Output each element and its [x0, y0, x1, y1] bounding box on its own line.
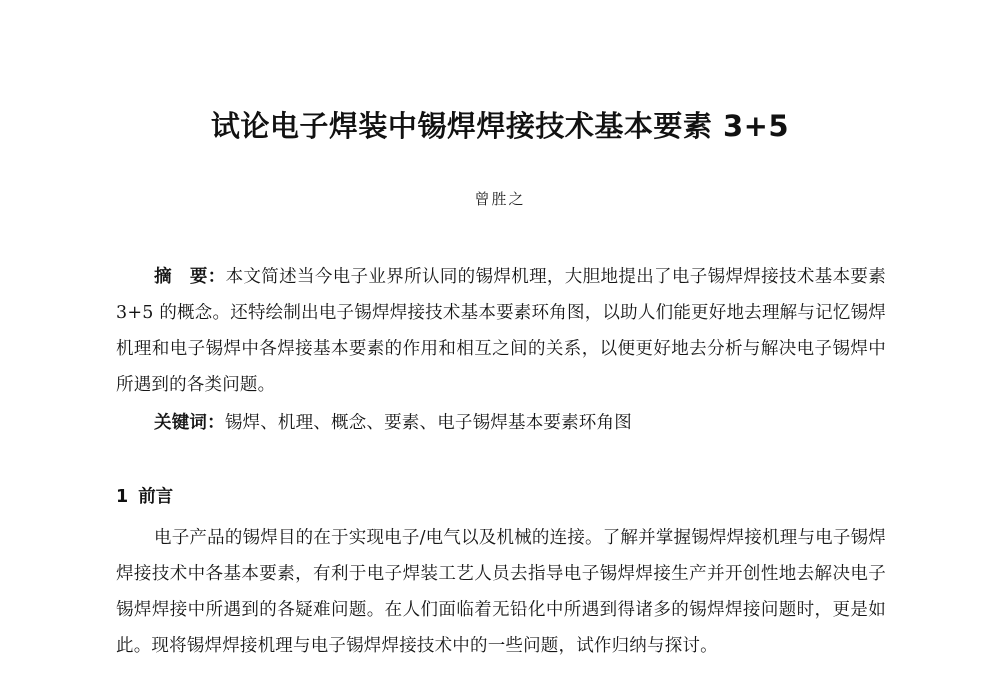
abstract-label: 摘 要：: [154, 267, 226, 287]
section-heading-intro: [116, 483, 173, 508]
section-number: 1: [116, 487, 129, 507]
section-title: 前言: [138, 487, 174, 507]
keywords-text: 锡焊、机理、概念、要素、电子锡焊基本要素环角图: [224, 413, 632, 433]
author-name: 曾胜之: [474, 190, 526, 208]
intro-text: 电子产品的锡焊目的在于实现电子/电气以及机械的连接。了解并掌握锡焊焊接机理与电子锡焊焊接技术中各基本要素，有利于电子焊装工艺人员去指导电子锡焊焊接生产并开创性地去解决电子锡焊焊接中所遇到的各疑难问题。在人们面临着无铅化中所遇到得诸多的锡焊焊接问题时，更是如此。现将锡焊焊接机理与电子锡焊焊接技术中的一些问题，试作归纳与探讨。: [116, 528, 886, 656]
intro-paragraph: [116, 520, 886, 664]
abstract-text: 本文简述当今电子业界所认同的锡焊机理，大胆地提出了电子锡焊焊接技术基本要素 3+5 的概念。还特绘制出电子锡焊焊接技术基本要素环角图，以助人们能更好地去理解与记忆锡焊机理和电子锡焊中各焊接基本要素的作用和相互之间的关系，以便更好地去分析与解决电子锡焊中所遇到的各类问题。: [116, 267, 886, 395]
paper-title: 试论电子焊装中锡焊焊接技术基本要素 3+5: [210, 109, 790, 143]
abstract-paragraph: [116, 259, 886, 403]
keywords-label: 关键词：: [154, 413, 225, 433]
keywords-paragraph: [116, 405, 886, 441]
